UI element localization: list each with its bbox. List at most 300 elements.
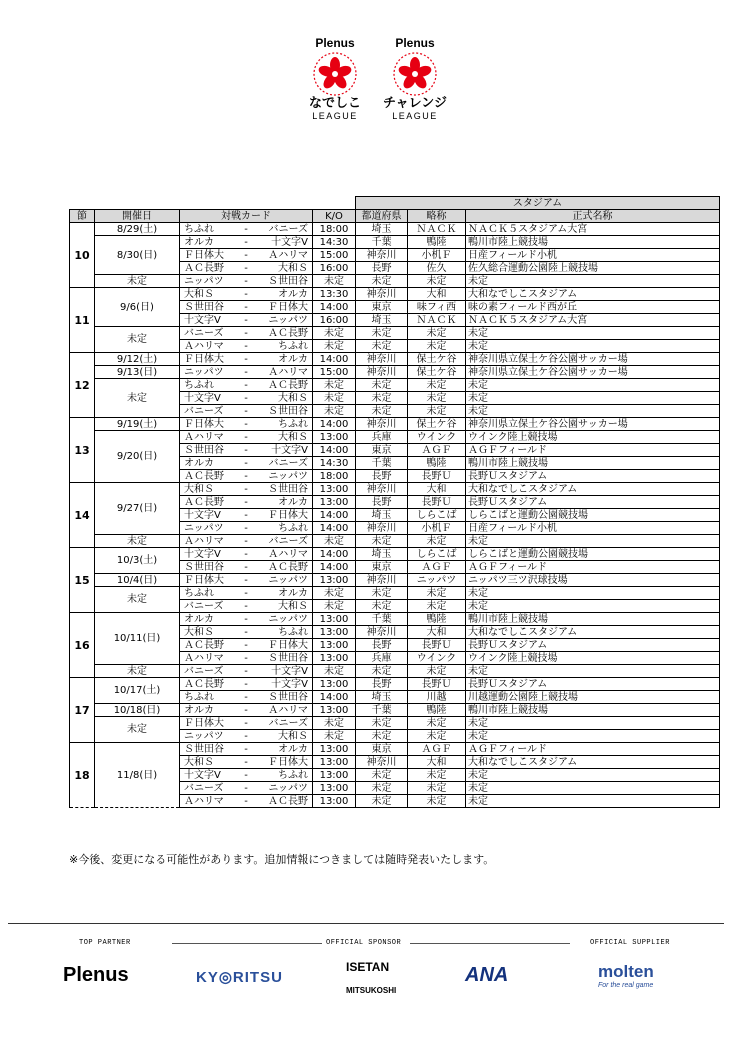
stadium-name-cell: 日産フィールド小机 — [466, 249, 720, 262]
match-cell — [180, 470, 313, 483]
ko-cell: 未定 — [313, 717, 356, 730]
away-team: バニーズ — [268, 535, 309, 547]
abbr-cell: 長野Ｕ — [408, 496, 466, 509]
ko-cell: 18:00 — [313, 470, 356, 483]
away-team: 大和Ｓ — [278, 431, 309, 443]
vs-separator: - — [244, 665, 248, 677]
vs-separator: - — [244, 483, 248, 495]
pref-cell: 神奈川 — [356, 353, 408, 366]
away-team: バニーズ — [268, 717, 309, 729]
ko-cell: 13:00 — [313, 483, 356, 496]
match-cell — [180, 314, 313, 327]
home-team: Ａハリマ — [184, 535, 224, 547]
home-team: ＡＣ長野 — [184, 639, 224, 651]
date-cell: 未定 — [95, 717, 180, 743]
date-cell: 未定 — [95, 327, 180, 353]
home-team: オルカ — [184, 704, 214, 716]
home-team: Ｆ日体大 — [184, 418, 224, 430]
stadium-name-cell: 未定 — [466, 587, 720, 600]
pref-cell: 埼玉 — [356, 314, 408, 327]
pref-cell: 神奈川 — [356, 418, 408, 431]
home-team: 十文字V — [184, 392, 221, 404]
stadium-name-cell: 未定 — [466, 327, 720, 340]
abbr-cell: 保土ケ谷 — [408, 418, 466, 431]
pref-cell: 長野 — [356, 496, 408, 509]
flower-emblem-icon — [393, 52, 437, 96]
pref-cell: 千葉 — [356, 613, 408, 626]
away-team: Ｓ世田谷 — [268, 275, 309, 287]
abbr-cell: ＡＧＦ — [408, 444, 466, 457]
pref-cell: 未定 — [356, 782, 408, 795]
vs-separator: - — [244, 262, 248, 274]
stadium-name-cell: 神奈川県立保土ケ谷公園サッカー場 — [466, 418, 720, 431]
home-team: バニーズ — [184, 405, 224, 417]
match-cell — [180, 262, 313, 275]
vs-separator: - — [244, 314, 248, 326]
pref-cell: 東京 — [356, 444, 408, 457]
abbr-cell: ＡＧＦ — [408, 561, 466, 574]
vs-separator: - — [244, 392, 248, 404]
table-row — [70, 548, 720, 561]
home-team: オルカ — [184, 236, 214, 248]
home-team: Ｓ世田谷 — [184, 444, 224, 456]
abbr-cell: 未定 — [408, 665, 466, 678]
pref-cell: 兵庫 — [356, 431, 408, 444]
ko-cell: 13:00 — [313, 678, 356, 691]
home-team: オルカ — [184, 457, 214, 469]
date-cell: 10/11(日) — [95, 613, 180, 665]
away-team: 十文字V — [271, 444, 309, 456]
abbr-cell: 大和 — [408, 626, 466, 639]
date-cell: 9/27(日) — [95, 483, 180, 535]
pref-cell: 埼玉 — [356, 548, 408, 561]
pref-cell: 神奈川 — [356, 626, 408, 639]
stadium-name-cell: 鴨川市陸上競技場 — [466, 236, 720, 249]
stadium-name-cell: ＡＧＦフィールド — [466, 444, 720, 457]
home-team: ニッパツ — [184, 730, 224, 742]
home-team: ちふれ — [184, 587, 214, 599]
match-cell — [180, 405, 313, 418]
ko-cell: 未定 — [313, 392, 356, 405]
pref-cell: 未定 — [356, 275, 408, 288]
away-team: Ａハリマ — [268, 366, 309, 378]
abbr-cell: 未定 — [408, 795, 466, 808]
ko-cell: 未定 — [313, 327, 356, 340]
pref-cell: 千葉 — [356, 236, 408, 249]
abbr-cell: ニッパツ — [408, 574, 466, 587]
league-logos — [0, 36, 736, 146]
date-cell: 9/13(日) — [95, 366, 180, 379]
abbr-cell: 佐久 — [408, 262, 466, 275]
table-row — [70, 483, 720, 496]
match-cell — [180, 288, 313, 301]
pref-cell: 東京 — [356, 301, 408, 314]
stadium-name-cell: ＮＡＣＫ５スタジアム大宮 — [466, 223, 720, 236]
home-team: 十文字V — [184, 509, 221, 521]
ko-cell: 16:00 — [313, 262, 356, 275]
pref-cell: 埼玉 — [356, 691, 408, 704]
col-abbr: 略称 — [408, 210, 466, 223]
home-team: ちふれ — [184, 691, 214, 703]
table-row — [70, 743, 720, 756]
abbr-cell: 未定 — [408, 587, 466, 600]
stadium-name-cell: 未定 — [466, 340, 720, 353]
ko-cell: 13:30 — [313, 288, 356, 301]
away-team: Ｓ世田谷 — [268, 691, 309, 703]
vs-separator: - — [244, 730, 248, 742]
abbr-cell: 川越 — [408, 691, 466, 704]
vs-separator: - — [244, 444, 248, 456]
match-cell — [180, 756, 313, 769]
match-cell — [180, 613, 313, 626]
away-team: ちふれ — [278, 769, 309, 781]
home-team: バニーズ — [184, 782, 224, 794]
ko-cell: 13:00 — [313, 496, 356, 509]
pref-cell: 神奈川 — [356, 483, 408, 496]
date-cell: 未定 — [95, 535, 180, 548]
stadium-name-cell: 未定 — [466, 769, 720, 782]
pref-cell: 未定 — [356, 392, 408, 405]
abbr-cell: 未定 — [408, 600, 466, 613]
away-team: ちふれ — [278, 340, 309, 352]
stadium-name-cell: ＮＡＣＫ５スタジアム大宮 — [466, 314, 720, 327]
ko-cell: 13:00 — [313, 782, 356, 795]
molten-logo: molten — [598, 962, 654, 981]
stadium-name-cell: 鴨川市陸上競技場 — [466, 704, 720, 717]
pref-cell: 未定 — [356, 535, 408, 548]
ko-cell: 未定 — [313, 405, 356, 418]
away-team: バニーズ — [268, 457, 309, 469]
top-partner-label: TOP PARTNER — [79, 939, 131, 947]
stadium-name-cell: 長野Ｕスタジアム — [466, 678, 720, 691]
home-team: 大和Ｓ — [184, 288, 214, 300]
vs-separator: - — [244, 288, 248, 300]
pref-cell: 神奈川 — [356, 366, 408, 379]
match-cell — [180, 457, 313, 470]
match-cell — [180, 431, 313, 444]
table-row — [70, 678, 720, 691]
away-team: Ｓ世田谷 — [268, 483, 309, 495]
official-sponsor-label: OFFICIAL SPONSOR — [326, 939, 402, 947]
home-team: バニーズ — [184, 327, 224, 339]
ko-cell: 13:00 — [313, 639, 356, 652]
home-team: ニッパツ — [184, 522, 224, 534]
match-cell — [180, 392, 313, 405]
col-date: 開催日 — [95, 210, 180, 223]
stadium-name-cell: 未定 — [466, 782, 720, 795]
away-team: オルカ — [278, 288, 309, 300]
abbr-cell: 未定 — [408, 379, 466, 392]
ko-cell: 未定 — [313, 275, 356, 288]
kyoritsu-logo: KY◎RITSU — [196, 969, 283, 986]
stadium-name-cell: 神奈川県立保土ケ谷公園サッカー場 — [466, 353, 720, 366]
stadium-name-cell: ニッパツ三ツ沢球技場 — [466, 574, 720, 587]
vs-separator: - — [244, 353, 248, 365]
pref-cell: 長野 — [356, 639, 408, 652]
col-name: 正式名称 — [466, 210, 720, 223]
table-row — [70, 418, 720, 431]
vs-separator: - — [244, 691, 248, 703]
abbr-cell: 未定 — [408, 717, 466, 730]
away-team: 大和Ｓ — [278, 600, 309, 612]
vs-separator: - — [244, 236, 248, 248]
date-cell: 9/6(日) — [95, 288, 180, 327]
away-team: Ｆ日体大 — [268, 301, 309, 313]
table-row — [70, 366, 720, 379]
abbr-cell: 未定 — [408, 535, 466, 548]
section-cell: 11 — [70, 288, 95, 353]
ko-cell: 14:00 — [313, 444, 356, 457]
vs-separator: - — [244, 366, 248, 378]
vs-separator: - — [244, 379, 248, 391]
ko-cell: 15:00 — [313, 366, 356, 379]
col-ko: K/O — [313, 210, 356, 223]
away-team: ニッパツ — [268, 782, 309, 794]
table-row — [70, 574, 720, 587]
match-cell — [180, 769, 313, 782]
vs-separator: - — [244, 795, 248, 807]
date-cell: 10/4(日) — [95, 574, 180, 587]
ko-cell: 14:00 — [313, 691, 356, 704]
away-team: バニーズ — [268, 223, 309, 235]
date-cell: 未定 — [95, 379, 180, 418]
match-cell — [180, 743, 313, 756]
stadium-name-cell: ＡＧＦフィールド — [466, 743, 720, 756]
table-row — [70, 236, 720, 249]
vs-separator: - — [244, 652, 248, 664]
section-cell: 18 — [70, 743, 95, 808]
vs-separator: - — [244, 275, 248, 287]
home-team: Ｆ日体大 — [184, 717, 224, 729]
abbr-cell: 未定 — [408, 327, 466, 340]
match-cell — [180, 249, 313, 262]
away-team: Ｓ世田谷 — [268, 652, 309, 664]
vs-separator: - — [244, 223, 248, 235]
home-team: ＡＣ長野 — [184, 470, 224, 482]
match-cell — [180, 548, 313, 561]
pref-cell: 埼玉 — [356, 223, 408, 236]
vs-separator: - — [244, 431, 248, 443]
home-team: バニーズ — [184, 600, 224, 612]
col-pref: 都道府県 — [356, 210, 408, 223]
abbr-cell: 未定 — [408, 405, 466, 418]
home-team: 大和Ｓ — [184, 756, 214, 768]
isetan-logo: ISETAN — [346, 960, 390, 974]
match-cell — [180, 535, 313, 548]
pref-cell: 長野 — [356, 470, 408, 483]
ko-cell: 13:00 — [313, 613, 356, 626]
abbr-cell: 未定 — [408, 769, 466, 782]
section-cell: 17 — [70, 678, 95, 743]
ko-cell: 未定 — [313, 340, 356, 353]
away-team: ニッパツ — [268, 613, 309, 625]
vs-separator: - — [244, 743, 248, 755]
pref-cell: 未定 — [356, 600, 408, 613]
stadium-name-cell: しらこばと運動公園競技場 — [466, 548, 720, 561]
away-team: 十文字V — [271, 665, 309, 677]
vs-separator: - — [244, 613, 248, 625]
home-team: Ｓ世田谷 — [184, 743, 224, 755]
match-cell — [180, 678, 313, 691]
section-cell: 13 — [70, 418, 95, 483]
stadium-name-cell: 未定 — [466, 535, 720, 548]
abbr-cell: しらこば — [408, 509, 466, 522]
stadium-name-cell: 未定 — [466, 392, 720, 405]
section-cell: 14 — [70, 483, 95, 548]
abbr-cell: 未定 — [408, 730, 466, 743]
match-cell — [180, 782, 313, 795]
vs-separator: - — [244, 704, 248, 716]
ko-cell: 18:00 — [313, 223, 356, 236]
flower-emblem-icon — [313, 52, 357, 96]
match-cell — [180, 366, 313, 379]
away-team: ＡＣ長野 — [268, 561, 309, 573]
abbr-cell: しらこば — [408, 548, 466, 561]
away-team: Ａハリマ — [268, 249, 309, 261]
match-cell — [180, 522, 313, 535]
away-team: Ｆ日体大 — [268, 639, 309, 651]
table-row — [70, 717, 720, 730]
vs-separator: - — [244, 405, 248, 417]
stadium-name-cell: 大和なでしこスタジアム — [466, 756, 720, 769]
pref-cell: 埼玉 — [356, 509, 408, 522]
vs-separator: - — [244, 418, 248, 430]
pref-cell: 未定 — [356, 730, 408, 743]
abbr-cell: ウインク — [408, 431, 466, 444]
away-team: オルカ — [278, 496, 309, 508]
vs-separator: - — [244, 301, 248, 313]
table-row — [70, 353, 720, 366]
match-cell — [180, 223, 313, 236]
ko-cell: 13:00 — [313, 756, 356, 769]
pref-cell: 未定 — [356, 327, 408, 340]
pref-cell: 未定 — [356, 717, 408, 730]
match-cell — [180, 509, 313, 522]
pref-cell: 東京 — [356, 561, 408, 574]
section-cell: 12 — [70, 353, 95, 418]
abbr-cell: 鴨陸 — [408, 457, 466, 470]
home-team: 十文字V — [184, 769, 221, 781]
table-row — [70, 665, 720, 678]
match-cell — [180, 327, 313, 340]
abbr-cell: 鴨陸 — [408, 236, 466, 249]
away-team: 十文字V — [271, 678, 309, 690]
ko-cell: 13:00 — [313, 431, 356, 444]
home-team: 十文字V — [184, 314, 221, 326]
vs-separator: - — [244, 574, 248, 586]
table-row — [70, 327, 720, 340]
ko-cell: 13:00 — [313, 743, 356, 756]
date-cell: 未定 — [95, 587, 180, 613]
away-team: ＡＣ長野 — [268, 795, 309, 807]
table-row — [70, 223, 720, 236]
ko-cell: 14:00 — [313, 522, 356, 535]
abbr-cell: 未定 — [408, 340, 466, 353]
ko-cell: 13:00 — [313, 704, 356, 717]
vs-separator: - — [244, 340, 248, 352]
pref-cell: 神奈川 — [356, 249, 408, 262]
table-row — [70, 288, 720, 301]
home-team: Ａハリマ — [184, 795, 224, 807]
vs-separator: - — [244, 249, 248, 261]
abbr-cell: 長野Ｕ — [408, 678, 466, 691]
pref-cell: 神奈川 — [356, 574, 408, 587]
ko-cell: 未定 — [313, 535, 356, 548]
match-cell — [180, 652, 313, 665]
ko-cell: 未定 — [313, 600, 356, 613]
abbr-cell: 鴨陸 — [408, 704, 466, 717]
col-match: 対戦カード — [180, 210, 313, 223]
abbr-cell: ＮＡＣＫ — [408, 314, 466, 327]
match-cell — [180, 639, 313, 652]
challenge-league-logo — [376, 36, 454, 121]
logo-en-name: LEAGUE — [392, 111, 438, 121]
ana-logo: ANA — [465, 964, 509, 986]
column-headers — [70, 210, 720, 223]
stadium-name-cell: 長野Ｕスタジアム — [466, 470, 720, 483]
abbr-cell: ＡＧＦ — [408, 743, 466, 756]
pref-cell: 未定 — [356, 405, 408, 418]
stadium-name-cell: 味の素フィールド西が丘 — [466, 301, 720, 314]
away-team: 十文字V — [271, 236, 309, 248]
pref-cell: 未定 — [356, 587, 408, 600]
date-cell: 9/19(土) — [95, 418, 180, 431]
pref-cell: 未定 — [356, 795, 408, 808]
date-cell: 10/3(土) — [95, 548, 180, 574]
match-cell — [180, 704, 313, 717]
away-team: ＡＣ長野 — [268, 379, 309, 391]
abbr-cell: ウインク — [408, 652, 466, 665]
match-cell — [180, 561, 313, 574]
date-cell: 8/30(日) — [95, 236, 180, 275]
vs-separator: - — [244, 639, 248, 651]
pref-cell: 長野 — [356, 678, 408, 691]
vs-separator: - — [244, 509, 248, 521]
vs-separator: - — [244, 548, 248, 560]
stadium-name-cell: 大和なでしこスタジアム — [466, 483, 720, 496]
ko-cell: 13:00 — [313, 795, 356, 808]
home-team: Ａハリマ — [184, 431, 224, 443]
stadium-name-cell: 神奈川県立保土ケ谷公園サッカー場 — [466, 366, 720, 379]
home-team: Ｓ世田谷 — [184, 301, 224, 313]
home-team: 大和Ｓ — [184, 626, 214, 638]
ko-cell: 14:00 — [313, 509, 356, 522]
match-cell — [180, 236, 313, 249]
stadium-name-cell: 長野Ｕスタジアム — [466, 496, 720, 509]
away-team: ニッパツ — [268, 574, 309, 586]
stadium-name-cell: 未定 — [466, 730, 720, 743]
nadeshiko-league-logo — [296, 36, 374, 121]
away-team: オルカ — [278, 353, 309, 365]
table-row — [70, 431, 720, 444]
home-team: 十文字V — [184, 548, 221, 560]
vs-separator: - — [244, 496, 248, 508]
stadium-name-cell: 未定 — [466, 795, 720, 808]
ko-cell: 16:00 — [313, 314, 356, 327]
away-team: ちふれ — [278, 626, 309, 638]
section-cell: 16 — [70, 613, 95, 678]
away-team: 大和Ｓ — [278, 730, 309, 742]
abbr-cell: 鴨陸 — [408, 613, 466, 626]
vs-separator: - — [244, 600, 248, 612]
date-cell: 未定 — [95, 275, 180, 288]
abbr-cell: 未定 — [408, 275, 466, 288]
ko-cell: 14:00 — [313, 353, 356, 366]
stadium-name-cell: 未定 — [466, 379, 720, 392]
date-cell: 9/12(土) — [95, 353, 180, 366]
abbr-cell: 味フィ西 — [408, 301, 466, 314]
abbr-cell: 未定 — [408, 782, 466, 795]
